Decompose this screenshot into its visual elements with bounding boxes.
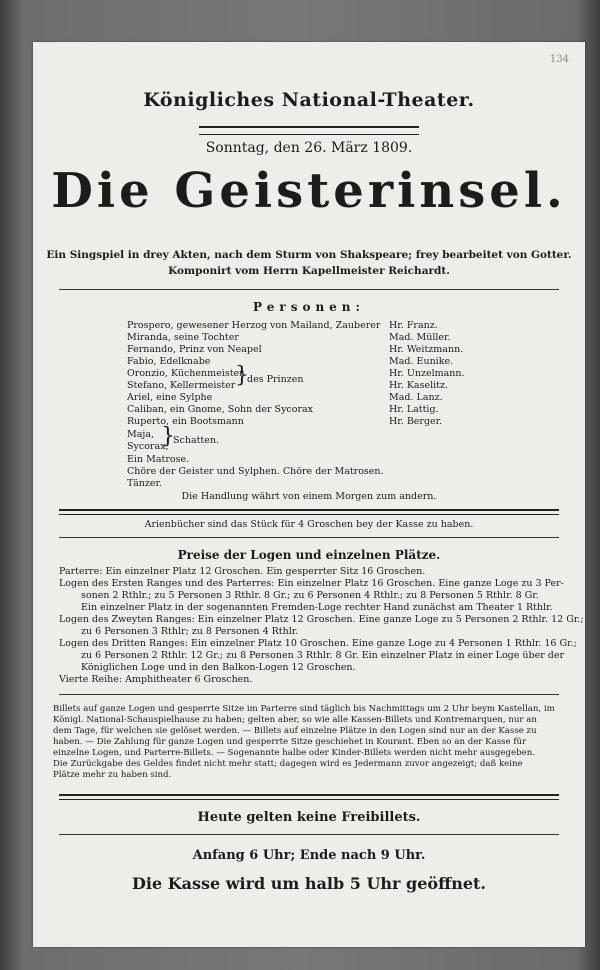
play-title: Die Geisterinsel. (51, 163, 567, 219)
start-end-times: Anfang 6 Uhr; Ende nach 9 Uhr. (192, 848, 426, 863)
price-line: Logen des Dritten Ranges: Ein einzelner Platz 10 Groschen. Eine ganze Loge zu 4 Personen 1 Rthlr. 16 Gr.; (59, 638, 577, 649)
price-line: sonen 2 Rthlr.; zu 5 Personen 3 Rthlr. 8 Gr.; zu 6 Personen 4 Rthlr.; zu 8 Personen 5 Rthlr. 8 Gr. (81, 590, 539, 601)
billets-line: Billets auf ganze Logen und gesperrte Sitze im Parterre sind täglich bis Nachmittags um 2 Uhr beym Kastellan, im (53, 704, 555, 714)
cast-role: Caliban, ein Gnome, Sohn der Sycorax (127, 404, 314, 415)
cast-actor: Hr. Lattig. (389, 404, 439, 415)
playbill-sheet (33, 42, 585, 947)
divider-rule (59, 537, 559, 538)
billets-line: einzelne Logen, und Parterre-Billets. — Sogenannte halbe oder Kinder-Billets werden nicht mehr ausgegeben. (53, 748, 535, 758)
cast-actor: Hr. Kaselitz. (389, 380, 448, 391)
taenzer-line: Tänzer. (127, 478, 162, 489)
box-office-opening: Die Kasse wird um halb 5 Uhr geöffnet. (132, 874, 486, 893)
matrose-role: Ein Matrose. (127, 454, 190, 465)
price-line: Parterre: Ein einzelner Platz 12 Groschen. Ein gesperrter Sitz 16 Groschen. (59, 566, 426, 577)
price-line: zu 6 Personen 3 Rthlr; zu 8 Personen 4 Rthlr. (81, 626, 299, 637)
cast-role: Miranda, seine Tochter (127, 332, 239, 343)
cast-row (127, 332, 527, 344)
cast-actor: Hr. Berger. (389, 416, 443, 427)
performance-date: Sonntag, den 26. März 1809. (205, 140, 413, 156)
price-line: Logen des Zweyten Ranges: Ein einzelner Platz 12 Groschen. Eine ganze Loge zu 5 Personen 2 Rthlr. 12 Gr.; (59, 614, 584, 625)
cast-role: Oronzio, Küchenmeister (127, 368, 244, 379)
personen-heading: Personen: (253, 300, 365, 314)
brace-glyph: } (161, 424, 175, 449)
price-line: Logen des Ersten Ranges und des Parterres: Ein einzelner Platz 16 Groschen. Eine ganze Loge zu 3 Per- (59, 578, 564, 589)
billets-line: Plätze mehr zu haben sind. (53, 770, 172, 780)
divider-rule (59, 794, 559, 800)
prices-heading: Preise der Logen und einzelnen Plätze. (177, 548, 441, 562)
brace-glyph: } (235, 363, 249, 388)
cast-actor: Mad. Lanz. (389, 392, 443, 403)
divider-rule (59, 694, 559, 695)
cast-actor: Mad. Müller. (389, 332, 451, 343)
handlung-note: Die Handlung währt von einem Morgen zum andern. (181, 491, 437, 502)
des-prinzen-label: des Prinzen (247, 374, 304, 385)
price-line: Königlichen Loge und in den Balkon-Logen 12 Groschen. (81, 662, 356, 673)
cast-row (127, 392, 527, 404)
cast-actor: Hr. Weitzmann. (389, 344, 464, 355)
cast-actor: Mad. Eunike. (389, 356, 454, 367)
price-line: Ein einzelner Platz in der sogenannten Fremden-Loge rechter Hand zunächst am Theater 1 Rthlr. (81, 602, 553, 613)
freibillets-notice: Heute gelten keine Freibillets. (197, 810, 421, 825)
cast-role: Ruperto, ein Bootsmann (127, 416, 244, 427)
maja-role: Maja, (127, 429, 155, 440)
divider-rule (59, 509, 559, 515)
choere-line: Chöre der Geister und Sylphen. Chöre der Matrosen. (127, 466, 384, 477)
billets-line: Die Zurückgabe des Geldes findet nicht mehr statt; dagegen wird es Jedermann zuvor angezeigt; daß keine (53, 759, 523, 769)
cast-row (127, 404, 527, 416)
title-ornament-rule (199, 126, 419, 135)
sycorax-role: Sycorax, (127, 441, 169, 452)
price-line: zu 6 Personen 2 Rthlr. 12 Gr.; zu 8 Personen 3 Rthlr. 8 Gr. Ein einzelner Platz in einer Loge über der (81, 650, 565, 661)
schatten-label: Schatten. (173, 435, 220, 446)
divider-rule (59, 289, 559, 290)
cast-actor: Hr. Unzelmann. (389, 368, 465, 379)
billets-line: haben. — Die Zahlung für ganze Logen und gesperrte Sitze geschiehet in Kourant. Eben so an der Kasse für (53, 737, 527, 747)
cast-row (127, 344, 527, 356)
cast-row (127, 416, 527, 428)
cast-role: Fernando, Prinz von Neapel (127, 344, 262, 355)
price-line: Vierte Reihe: Amphitheater 6 Groschen. (59, 674, 253, 685)
theatre-name: Königliches National-Theater. (143, 89, 475, 111)
divider-rule (59, 834, 559, 835)
cast-role: Ariel, eine Sylphe (127, 392, 213, 403)
billets-line: dem Tage, für welchen sie gelöset werden. — Billets auf einzelne Plätze in den Logen sind nur an der Kasse zu (53, 726, 537, 736)
cast-row (127, 356, 527, 368)
archive-number: 134 (549, 54, 569, 65)
cast-role: Stefano, Kellermeister (127, 380, 236, 391)
cast-role: Prospero, gewesener Herzog von Mailand, Zauberer (127, 320, 381, 331)
arienbuecher-note: Arienbücher sind das Stück für 4 Groschen bey der Kasse zu haben. (144, 519, 474, 530)
cast-row (127, 320, 527, 332)
composer-line: Komponirt vom Herrn Kapellmeister Reichardt. (168, 265, 450, 277)
cast-row (127, 380, 527, 392)
play-subtitle: Ein Singspiel in drey Akten, nach dem Sturm von Shakspeare; frey bearbeitet von Gotter. (46, 249, 572, 261)
cast-actor: Hr. Franz. (389, 320, 438, 331)
cast-role: Fabio, Edelknabe (127, 356, 211, 367)
cast-row (127, 368, 527, 380)
billets-line: Königl. National-Schauspielhause zu haben; gelten aber, so wie alle Kassen-Billets und Kontremarquen, nur an (53, 715, 537, 725)
